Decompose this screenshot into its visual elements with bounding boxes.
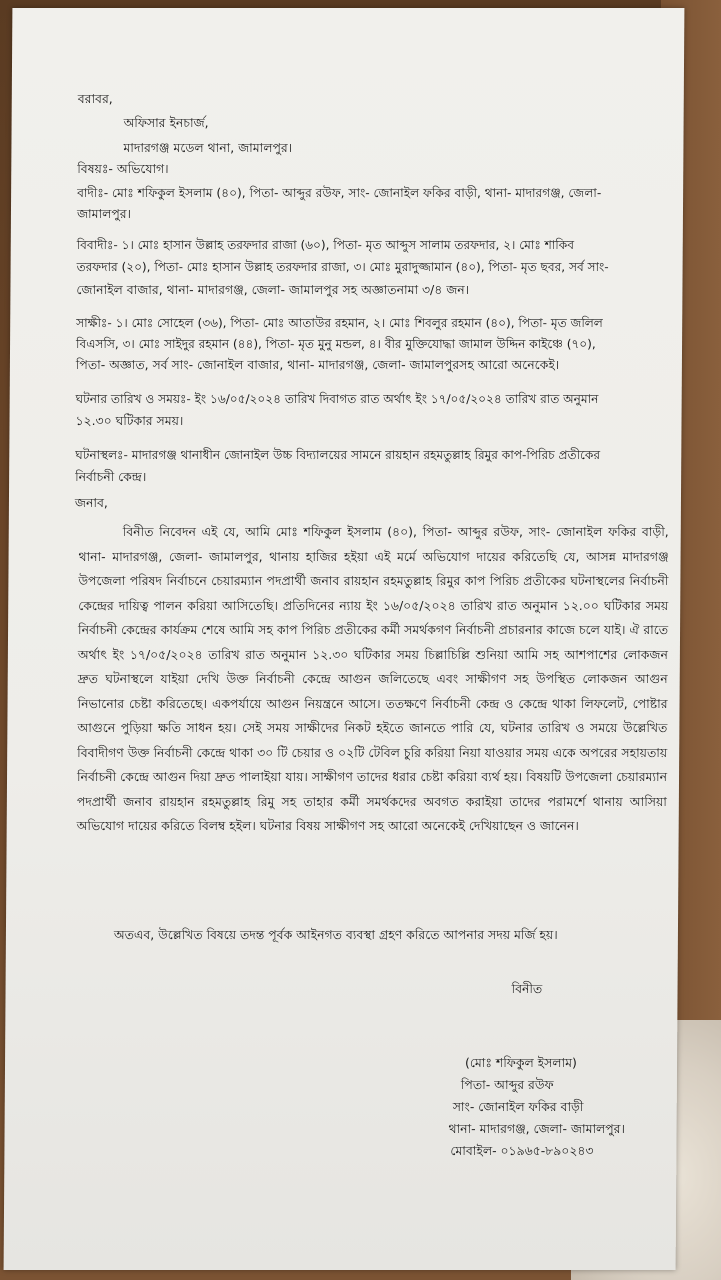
defendants-line-1: বিবাদীঃ- ১। মোঃ হাসান উল্লাহ তরফদার রাজা (৬০), পিতা- মৃত আব্দুস সালাম তরফদার, ২। মোঃ শাকিব [76, 238, 575, 252]
signatory-village: সাং- জোনাইল ফকির বাড়ী [452, 1099, 584, 1114]
signatory-thana-district: থানা- মাদারগঞ্জ, জেলা- জামালপুর। [448, 1121, 626, 1136]
complaint-letter-sheet [4, 8, 685, 1270]
closing-request: অতএব, উল্লেখিত বিষয়ে তদন্ত পূর্বক আইনগত ব্যবস্থা গ্রহণ করিতে আপনার সদয় মর্জি হয়। [113, 927, 558, 942]
incident-place-line-1: ঘটনাস্থলঃ- মাদারগঞ্জ থানাধীন জোনাইল উচ্চ বিদ্যালয়ের সামনে রায়হান রহমতুল্লাহ রিমুর কাপ-পিরিচ প্রতীকের [75, 448, 601, 462]
witnesses-line-1: সাক্ষীঃ- ১। মোঃ সোহেল (৩৬), পিতা- মোঃ আতাউর রহমান, ২। মোঃ শিবলুর রহমান (৪০), পিতা- মৃত জলিল [76, 316, 603, 330]
yours-faithfully: বিনীত [511, 981, 543, 996]
defendants-line-2: তরফদার (২০), পিতা- মোঃ হাসান উল্লাহ তরফদার রাজা, ৩। মোঃ মুরাদুজ্জামান (৪০), পিতা- মৃত ছবর, সর্ব সাং- [76, 260, 609, 274]
witnesses-line-3: পিতা- অজ্ঞাত, সর্ব সাং- জোনাইল বাজার, থানা- মাদারগঞ্জ, জেলা- জামালপুরসহ আরো অনেকেই। [75, 357, 560, 372]
witnesses-line-2: বিএসসি, ৩। মোঃ সাইদুর রহমান (৪৪), পিতা- মৃত মুনু মন্ডল, ৪। বীর মুক্তিযোদ্ধা জামাল উদ্দিন কাইঞ্চে (৭০), [76, 337, 596, 351]
incident-datetime-line-2: ১২.৩০ ঘটিকার সময়। [75, 413, 184, 428]
defendants-line-3: জোনাইল বাজার, থানা- মাদারগঞ্জ, জেলা- জামালপুর সহ অজ্ঞাতনামা ৩/৪ জন। [76, 282, 470, 297]
recipient-address: মাদারগঞ্জ মডেল থানা, জামালপুর। [123, 140, 293, 155]
signatory-mobile: মোবাইল- ০১৯৬৫-৮৯০২৪৩ [450, 1143, 594, 1158]
body-salutation: জনাব, [74, 495, 108, 510]
incident-place-line-2: নির্বাচনী কেন্দ্র। [75, 469, 147, 484]
incident-datetime-line-1: ঘটনার তারিখ ও সময়ঃ- ইং ১৬/০৫/২০২৪ তারিখ দিবাগত রাত অর্থাৎ ইং ১৭/০৫/২০২৪ তারিখ রাত অনুমান [75, 392, 599, 406]
signatory-father: পিতা- আব্দুর রউফ [460, 1077, 554, 1092]
signatory-name: (মোঃ শফিকুল ইসলাম) [464, 1055, 577, 1070]
subject-line: বিষয়ঃ- অভিযোগ। [77, 161, 169, 176]
complaint-body: বিনীত নিবেদন এই যে, আমি মোঃ শফিকুল ইসলাম (৪০), পিতা- আব্দুর রউফ, সাং- জোনাইল ফকির বাড়ী, থানা- মাদারগঞ্জ, জেলা- জামালপুর, থানায় হাজির হইয়া এই মর্মে অভিযোগ দায়ের করিতেছি যে, আসন্ন মাদারগঞ্জ উপজেলা পরিষদ নির্বাচনে চেয়ারম্যান পদপ্রার্থী জনাব রায়হান রহমতুল্লাহ রিমুর কাপ পিরিচ প্রতীকের ঘটনাস্থলের নির্বাচনী কেন্দ্রের দায়িত্ব পালন করিয়া আসিতেছি। প্রতিদিনের ন্যায় ইং ১৬/০৫/২০২৪ তারিখ রাত অনুমান ১২.০০ ঘটিকার সময় নির্বাচনী কেন্দ্রের কার্যক্রম শেষে আমি সহ কাপ পিরিচ প্রতীকের কর্মী সমর্থকগণ নির্বাচনী প্রচারনার কাজে চলে যাই। ঐ রাতে অর্থাৎ ইং ১৭/০৫/২০২৪ তারিখ রাত অনুমান ১২.৩০ ঘটিকার সময় চিল্লাচিল্লি শুনিয়া আমি সহ আশপাশের লোকজন দ্রুত ঘটনাস্থলে যাইয়া দেখি উক্ত নির্বাচনী কেন্দ্রে আগুন জলিতেছে এবং সাক্ষীগণ সহ উপস্থিত লোকজন আগুন নিভানোর চেষ্টা করিতেছে। একপর্যায়ে আগুন নিয়ন্ত্রনে আসে। ততক্ষণে নির্বাচনী কেন্দ্র ও কেন্দ্রে থাকা লিফলেট, পোষ্টার আগুনে পুড়িয়া ক্ষতি সাধন হয়। সেই সময় সাক্ষীদের নিকট হইতে জানতে পারি যে, ঘটনার তারিখ ও সময়ে উল্লেখিত বিবাদীগণ উক্ত নির্বাচনী কেন্দ্রে থাকা ৩০ টি চেয়ার ও ০২টি টেবিল চুরি করিয়া নিয়া যাওয়ার সময় একে অপরের সহায়তায় নির্বাচনী কেন্দ্রে আগুন দিয়া দ্রুত পালাইয়া যায়। সাক্ষীগণ তাদের ধরার চেষ্টা করিয়া ব্যর্থ হয়। বিষয়টি উপজেলা চেয়ারম্যান পদপ্রার্থী জনাব রায়হান রহমতুল্লাহ রিমু সহ তাহার কর্মী সমর্থকদের অবগত করাইয়া তাদের পরামর্শে থানায় আসিয়া অভিযোগ দায়ের করিতে বিলম্ব হইল। ঘটনার বিষয় সাক্ষীগণ সহ আরো অনেকেই দেখিয়াছেন ও জানেন। [76, 524, 669, 833]
addressee-salutation: বরাবর, [77, 91, 113, 106]
plaintiff-line-2: জামালপুর। [76, 206, 132, 221]
plaintiff-line-1: বাদীঃ- মোঃ শফিকুল ইসলাম (৪০), পিতা- আব্দুর রউফ, সাং- জোনাইল ফকির বাড়ী, থানা- মাদারগঞ্জ, জেলা- [77, 186, 602, 200]
recipient-title: অফিসার ইনচার্জ, [123, 115, 209, 130]
